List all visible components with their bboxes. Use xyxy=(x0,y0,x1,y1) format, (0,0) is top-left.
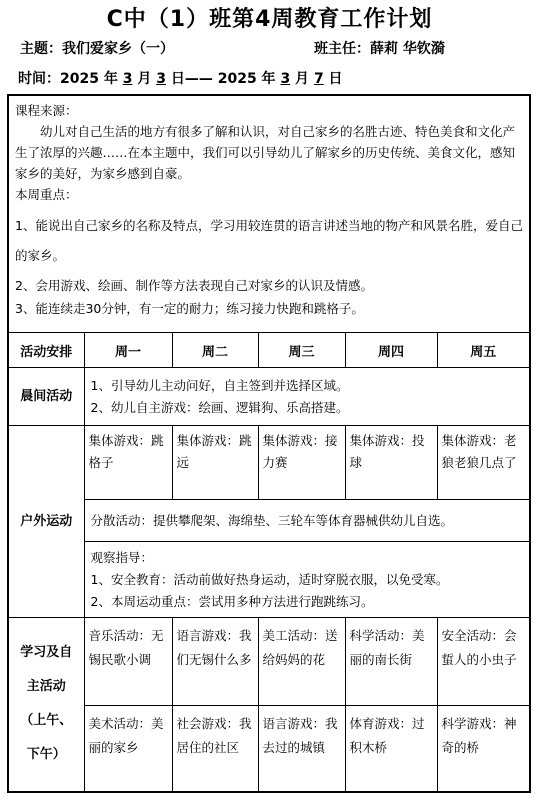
study-activity: 音乐活动：无锡民歌小调 xyxy=(84,618,172,706)
observe-item: 2、本周运动重点：尝试用多种方法进行跑跳练习。 xyxy=(90,593,374,609)
study-label-line: （上午、 xyxy=(20,713,73,729)
time-label: 时间： xyxy=(18,71,60,87)
group-game: 集体游戏：跳远 xyxy=(172,426,258,500)
group-game: 集体游戏：老狼老狼几点了 xyxy=(437,426,530,500)
day-header: 周三 xyxy=(258,333,345,368)
time-month-start: 3 xyxy=(122,71,133,87)
source-label: 课程来源： xyxy=(15,103,78,118)
time-day-start: 3 xyxy=(156,71,166,87)
theme-label: 主题： xyxy=(20,41,62,57)
morning-line: 1、引导幼儿主动问好，自主签到并选择区域。 xyxy=(90,377,349,393)
study-label-line: 下午） xyxy=(26,747,66,763)
group-game: 集体游戏：跳格子 xyxy=(84,426,172,500)
study-activity: 语言游戏：我去过的城镇 xyxy=(258,706,345,792)
page-title: C中（1）班第4周教育工作计划 xyxy=(106,7,433,32)
study-activity: 语言游戏：我们无锡什么多 xyxy=(172,618,258,706)
theme-line xyxy=(20,38,174,58)
focus-item: 3、能连续走30分钟，有一定的耐力；练习接力快跑和跳格子。 xyxy=(15,301,364,316)
time-month-end: 3 xyxy=(280,71,291,87)
day-header: 周二 xyxy=(172,333,258,368)
study-label-line: 主活动 xyxy=(26,679,66,695)
study-activity: 美工活动：送给妈妈的花 xyxy=(258,618,345,706)
group-game: 集体游戏：接力赛 xyxy=(258,426,345,500)
free-activity: 分散活动：提供攀爬架、海绵垫、三轮车等体育器械供幼儿自选。 xyxy=(84,500,530,542)
focus-item: 1、能说出自己家乡的名称及特点，学习用较连贯的语言讲述当地的物产和风景名胜，爱自己的家乡。 xyxy=(15,218,523,263)
teacher-value: 薛莉 华钦漪 xyxy=(370,41,445,57)
morning-line: 2、幼儿自主游戏：绘画、逻辑狗、乐高搭建。 xyxy=(90,399,349,415)
study-label xyxy=(8,618,84,792)
study-activity: 社会游戏：我居住的社区 xyxy=(172,706,258,792)
focus-label: 本周重点： xyxy=(15,187,78,202)
time-year-start: 2025 xyxy=(60,71,99,87)
time-line: 时间：2025 年 3 月 3 日—— 2025 年 3 月 7 日 xyxy=(18,71,343,87)
observe-guidance xyxy=(84,542,530,618)
time-day-end: 7 xyxy=(313,71,324,87)
observe-title: 观察指导： xyxy=(90,549,154,565)
focus-item: 2、会用游戏、绘画、制作等方法表现自己对家乡的认识及情感。 xyxy=(15,278,373,293)
morning-content xyxy=(84,368,530,426)
time-separator: 日—— xyxy=(170,71,213,87)
outdoor-label: 户外运动 xyxy=(8,426,84,618)
study-activity: 体育游戏：过积木桥 xyxy=(345,706,437,792)
theme-value: 我们爱家乡（一） xyxy=(62,41,174,57)
source-text: 幼儿对自己生活的地方有很多了解和认识，对自己家乡的名胜古迹、特色美食和文化产生了浓厚的兴趣……在本主题中，我们可以引导幼儿了解家乡的历史传统、美食文化，感知家乡的美好，为家乡感到自豪。 xyxy=(15,124,516,181)
teacher-line xyxy=(314,38,445,58)
group-game: 集体游戏：投球 xyxy=(345,426,437,500)
observe-item: 1、安全教育：活动前做好热身运动，适时穿脱衣服，以免受寒。 xyxy=(90,571,449,587)
day-header: 周五 xyxy=(437,333,530,368)
study-activity: 科学游戏：神奇的桥 xyxy=(437,706,530,792)
plan-table xyxy=(7,94,531,793)
day-header: 周四 xyxy=(345,333,437,368)
day-header: 周一 xyxy=(84,333,172,368)
intro-cell xyxy=(8,95,530,333)
corner-header: 活动安排 xyxy=(8,333,84,368)
time-year-end: 2025 xyxy=(217,71,257,87)
study-activity: 科学活动：美丽的南长街 xyxy=(345,618,437,706)
study-label-line: 学习及自 xyxy=(20,645,73,661)
study-activity: 安全活动：会蜇人的小虫子 xyxy=(437,618,530,706)
study-activity: 美术活动：美丽的家乡 xyxy=(84,706,172,792)
morning-label: 晨间活动 xyxy=(8,368,84,426)
teacher-label: 班主任： xyxy=(314,41,370,57)
